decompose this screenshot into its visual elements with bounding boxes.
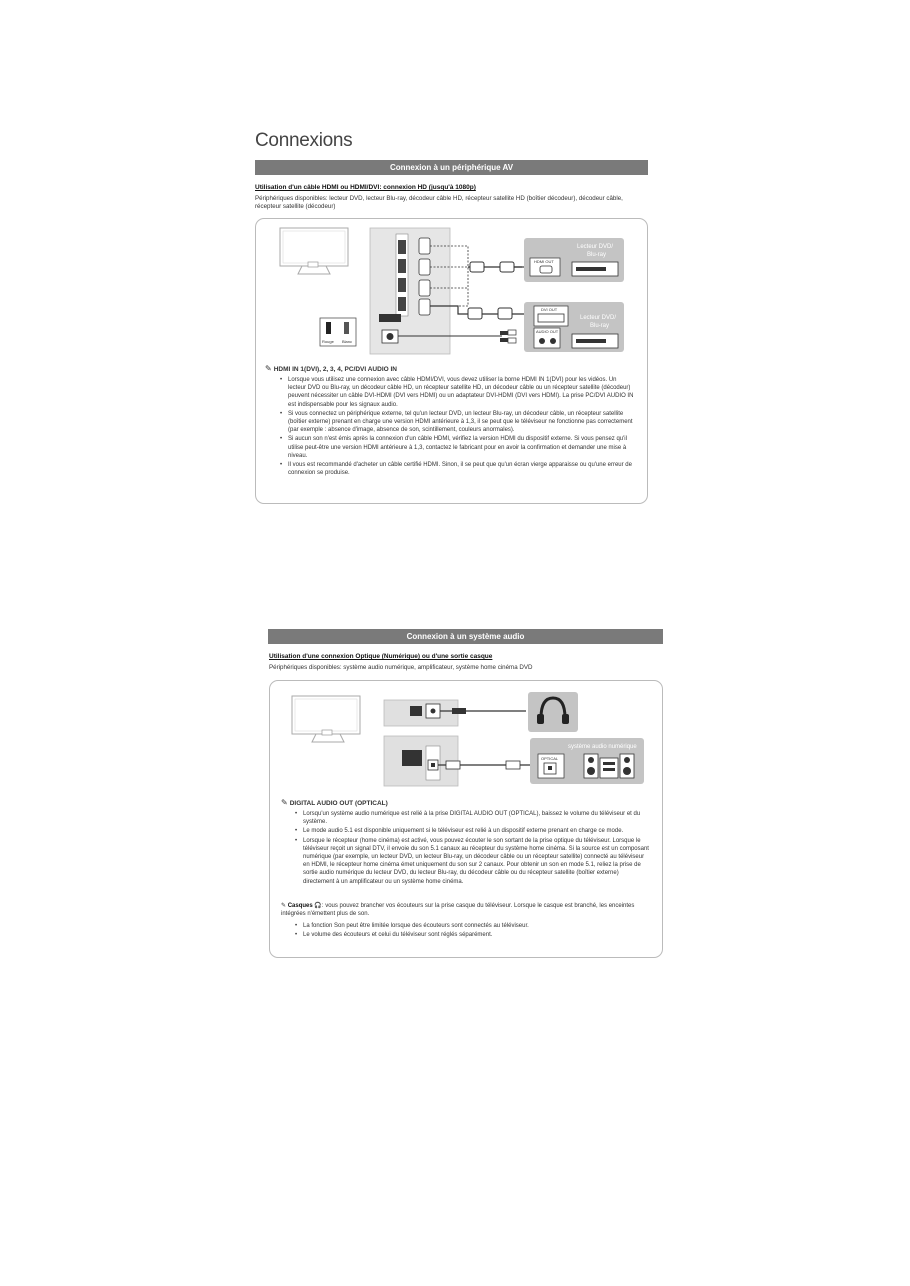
device1-label-line1: Lecteur DVD/ — [577, 244, 614, 250]
rouge-label: Rouge — [322, 339, 334, 344]
av-connection-diagram — [262, 222, 642, 357]
section-audio-available: Périphériques disponibles: système audio numérique, amplificateur, système home cinéma DVD — [269, 664, 533, 671]
small-headphone-icon: 🎧 — [314, 903, 322, 909]
casques-note — [281, 902, 649, 918]
tv-sketch-icon — [280, 228, 348, 274]
casques-list — [293, 922, 649, 940]
audio-note-list — [293, 810, 649, 887]
optical-label: OPTICAL — [541, 756, 559, 761]
av-note-list — [278, 376, 634, 478]
av-bullet-3: • Si aucun son n'est émis après la connexion d'un câble HDMI, vérifiez la version HDMI du dispositif externe. Si vous pensez qu'il utilise peut-être une version HDMI antérieure à 1,3, contactez le fabricant pour en avoir la confirmation et demander une mise à niveau. — [278, 435, 634, 460]
note-pencil-icon-3: ✎ — [281, 903, 287, 909]
casques-bullet-1: • La fonction Son peut être limitée lorsque des écouteurs sont connectés au téléviseur. — [293, 922, 649, 930]
blanc-label: Blanc — [342, 339, 353, 344]
casques-bullet-2: • Le volume des écouteurs et celui du téléviseur sont réglés séparément. — [293, 931, 649, 939]
note-pencil-icon: ✎ — [265, 364, 272, 373]
av-bullet-2: • Si vous connectez un périphérique externe, tel qu'un lecteur DVD, un lecteur Blu-ray, un décodeur câble, un récepteur satellite (boîtier externe) prenant en charge une version HDMI antérieure à 1,3, il se peut que le téléviseur ne fonctionne pas correctement (par exemple : absence d'image, absence de son, scintillement, couleurs anormales). — [278, 410, 634, 435]
audio-bullet-1: • Lorsqu'un système audio numérique est relié à la prise DIGITAL AUDIO OUT (OPTICAL), baissez le volume du téléviseur et du système. — [293, 810, 649, 826]
tv-sketch-icon-2 — [292, 696, 360, 742]
audio-bullet-2: • Le mode audio 5.1 est disponible uniquement si le téléviseur est relié à un dispositif externe prenant en charge ce mode. — [293, 827, 649, 835]
section-audio-subheading: Utilisation d'une connexion Optique (Numérique) ou d'une sortie casque — [269, 653, 493, 660]
section-av-available: Périphériques disponibles: lecteur DVD, lecteur Blu-ray, décodeur câble HD, récepteur satellite HD (boîtier décodeur), décodeur câble, récepteur satellite (décodeur) — [255, 195, 623, 210]
audio-out-label: AUDIO OUT — [536, 329, 559, 334]
section-av-header: Connexion à un périphérique AV — [255, 160, 648, 175]
note-pencil-icon-2: ✎ — [281, 798, 288, 807]
section-av-subheading: Utilisation d'un câble HDMI ou HDMI/DVI: connexion HD (jusqu'à 1080p) — [255, 184, 476, 191]
casques-text: : vous pouvez brancher vos écouteurs sur la prise casque du téléviseur. Lorsque le casque est branché, les enceintes intégrées n'émettent plus de son. — [281, 903, 635, 918]
audio-connection-diagram — [276, 686, 656, 790]
audio-system-label: système audio numérique — [568, 744, 637, 750]
av-bullet-1: • Lorsque vous utilisez une connexion avec câble HDMI/DVI, vous devez utiliser la borne HDMI IN 1(DVI) pour les vidéos. Un lecteur DVD ou Blu-ray, un décodeur câble HD, un récepteur satellite HD, un décodeur câble ou un récepteur satellite (décodeur) peuvent nécessiter un câble DVI-HDMI (DVI vers HDMI) ou un adaptateur DVI-HDMI (DVI vers HDMI). La prise PC/DVI AUDIO IN est indispensable pour les signaux audio. — [278, 376, 634, 409]
av-bullet-4: • Il vous est recommandé d'acheter un câble certifié HDMI. Sinon, il se peut que qu'un écran vierge apparaisse ou qu'une erreur de connexion se produise. — [278, 461, 634, 477]
audio-bullet-3: • Lorsque le récepteur (home cinéma) est activé, vous pouvez écouter le son sortant de la prise optique du téléviseur. Lorsque le téléviseur reçoit un signal DTV, il envoie du son 5.1 canaux au récepteur du système home cinéma. Si la source est un composant numérique (par exemple, un lecteur DVD, un lecteur Blu-ray, un décodeur câble ou un récepteur satellite) connecté au téléviseur en HDMI, le récepteur home cinéma émet uniquement du son sur 2 canaux. Pour obtenir un son en mode 5.1, reliez la prise de sortie audio numérique du lecteur DVD, du lecteur Blu-ray, du décodeur câble ou du récepteur satellite (boîtier externe) directement à un amplificateur ou un système home cinéma. — [293, 837, 649, 886]
audio-note-title: ✎ DIGITAL AUDIO OUT (OPTICAL) — [281, 798, 388, 807]
casques-label: Casques — [287, 903, 313, 909]
device2-label-line2: Blu-ray — [590, 323, 610, 329]
section-audio-header: Connexion à un système audio — [268, 629, 663, 644]
device2-label-line1: Lecteur DVD/ — [580, 315, 617, 321]
av-note-title: ✎ HDMI IN 1(DVI), 2, 3, 4, PC/DVI AUDIO IN — [265, 364, 397, 373]
device1-label-line2: Blu-ray — [587, 252, 607, 258]
hdmi-out-label: HDMI OUT — [534, 259, 554, 264]
dvi-out-label: DVI OUT — [541, 307, 558, 312]
page-title: Connexions — [255, 130, 353, 151]
